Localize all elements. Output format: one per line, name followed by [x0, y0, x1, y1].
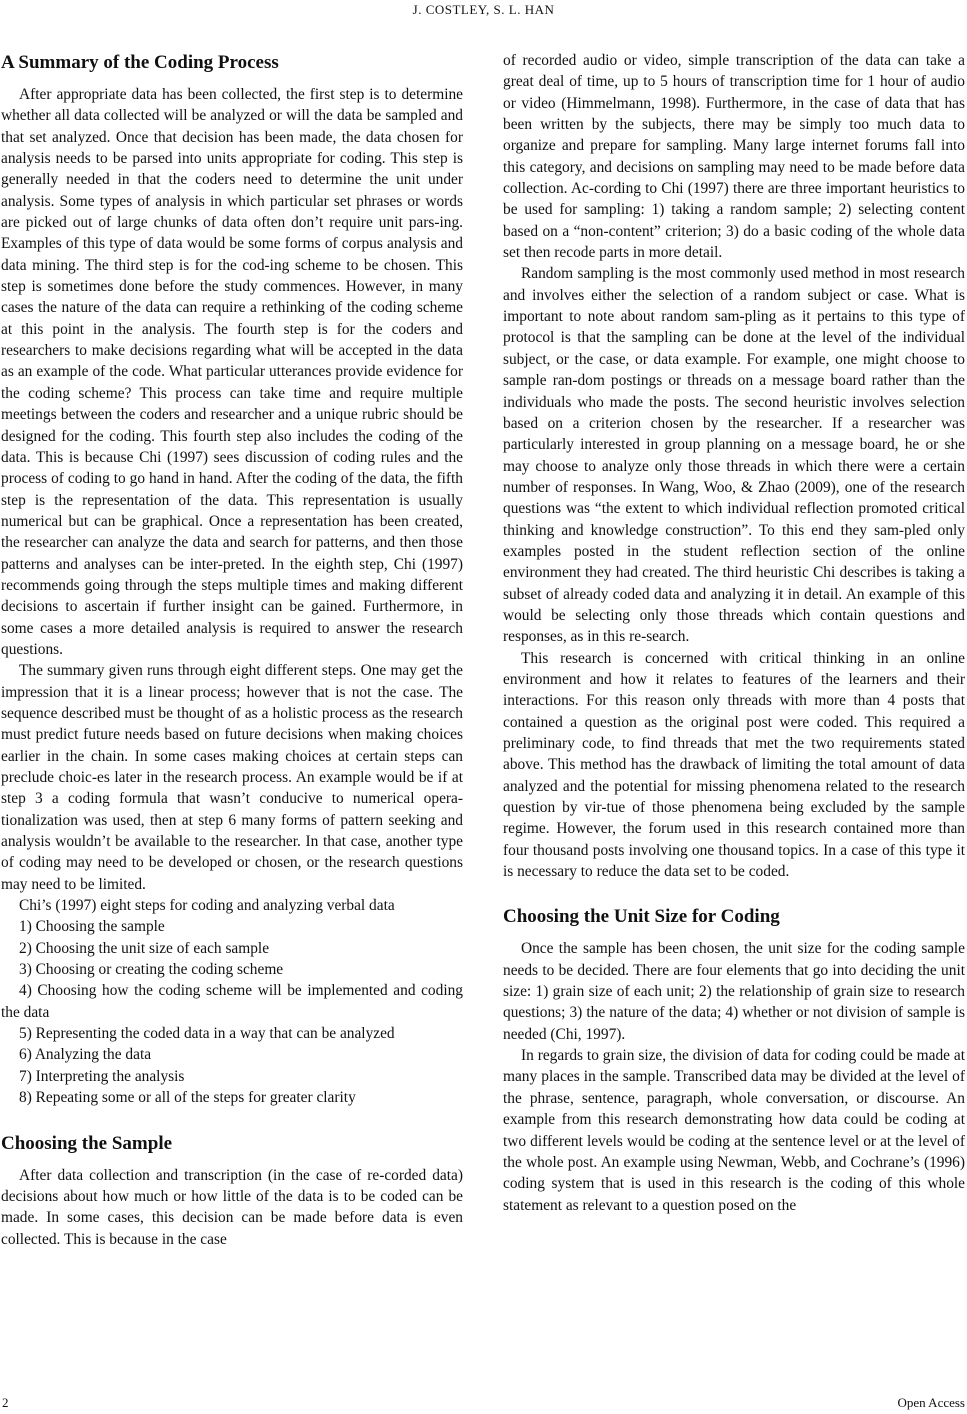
journal-label: Open Access [897, 1395, 965, 1410]
list-item: 7) Interpreting the analysis [19, 1067, 185, 1085]
list-item: 6) Analyzing the data [19, 1046, 152, 1064]
list-item: 1) Choosing the sample [19, 918, 165, 936]
section-title-coding-process: A Summary of the Coding Process [1, 52, 279, 73]
paragraph: Once the sample has been chosen, the unit size for the coding sample needs to be decided. There are four elements that go into deciding the unit size: 1) grain size of each unit; 2) the relationship of grain size to research questions; 3) the nature of the data; 4) whether or not division of sample is needed (Chi, 1997). [503, 940, 965, 1043]
list-item: 2) Choosing the unit size of each sample [19, 939, 270, 957]
list-item: 5) Representing the coded data in a way that can be analyzed [19, 1025, 395, 1043]
page-number: 2 [2, 1395, 9, 1410]
running-head: J. COSTLEY, S. L. HAN [412, 2, 555, 17]
paragraph: Random sampling is the most commonly used method in most research and involves either the selection of a random subject or case. What is important to note about random sam-pling as it pertains to this type of protocol is that the sampling can be done at the level of the individual subject, or the case, or data example. For example, one might choose to sample ran-dom postings or threads on a message board rather than the individuals who made the posts. The second heuristic involves selection based on a criterion chosen by the researcher. If a researcher was particularly interested in group planning on a message board, he or she may choose to analyze only those threads in which there were a certain number of responses. In Wang, Woo, & Zhao (2009), one of the research questions was “the extent to which individual reflection promoted critical thinking and knowledge construction”. To this end they sam-pled only examples posted in the student reflection section of the online environment they had created. The third heuristic Chi describes is taking a subset of already coded data and analyzing it in detail. An example of this would be selecting only those threads which contain questions and responses, as in this re-search. [503, 265, 965, 646]
list-intro: Chi’s (1997) eight steps for coding and analyzing verbal data [19, 897, 395, 915]
section-title-unit-size: Choosing the Unit Size for Coding [503, 906, 780, 928]
right-column [503, 50, 965, 1216]
paragraph: After appropriate data has been collected, the first step is to determine whether all data collected will be analyzed or will the data be sampled and that set analyzed. Once that decision has been made, the data chosen for analysis needs to be parsed into units appropriate for coding. This step is generally needed in that the coders need to determine the unit under analysis. Some types of analysis in which particular set phrases or words are picked out of large chunks of data often don’t require unit pars-ing. Examples of this type of data would be some forms of corpus analysis and data mining. The third step is for the cod-ing scheme to be chosen. This step is sometimes done before the study commences. However, in many cases the nature of the data can require a rethinking of the coding scheme at this point in the analysis. The fourth step is for the coders and researchers to make decisions regarding what will be accepted in the data as an example of the code. What particular utterances provide evidence for the coding scheme? This process can take time and require multiple meetings between the coders and researcher and a unique rubric should be designed for the coding. This fourth step also includes the coding of the data. This is because Chi (1997) sees discussion of coding rules and the process of coding to go hand in hand. After the coding of the data, the fifth step is the representation of the data. This representation is usually numerical but can be graphical. Once a representation has been created, the researcher can analyze the data and search for patterns, and then those patterns and analyses can be inter-preted. In the eighth step, Chi (1997) recommends going through the steps multiple times and making different decisions to ascertain if further insight can be gained. Furthermore, in some cases a more detailed analysis is required to answer the research questions. [1, 86, 463, 658]
paragraph: After data collection and transcription (in the case of re-corded data) decisions about how much or how little of the data is to be coded can be made. In some cases, this decision can be made before data is even collected. This is because in the case [1, 1166, 463, 1248]
section-title-choosing-sample: Choosing the Sample [1, 1132, 173, 1154]
paragraph: The summary given runs through eight different steps. One may get the impression that it is a linear process; however that is not the case. The sequence described must be thought of as a holistic process as the research must predict future needs based on future decisions when making choices earlier in the chain. In some cases making choices at certain steps can preclude choic-es later in the research process. An example would be if at step 3 a coding formula that wasn’t conducive to numerical opera-tionalization was used, then at step 6 many forms of pattern seeking and analysis wouldn’t be available to the researcher. In that case, another type of coding may need to be developed or chosen, or the research questions may need to be limited. [1, 662, 463, 893]
list-item: 8) Repeating some or all of the steps for greater clarity [19, 1089, 356, 1107]
paragraph: In regards to grain size, the division of data for coding could be made at many places in the sample. Transcribed data may be divided at the level of the phrase, sentence, paragraph, whole conversation, or discourse. An example from this research demonstrating how data could be coding at two different levels would be coding at the sentence level or at the level of the whole post. An example using Newman, Webb, and Cochrane’s (1996) coding system that is used in this research is the coding of this whole statement as relevant to a question posed on the [503, 1047, 965, 1214]
paragraph: This research is concerned with critical thinking in an online environment and how it relates to features of the learners and their interactions. For this reason only threads with more than 4 posts that contained a question as the original post were coded. This required a preliminary code, to find threads that met the two requirements stated above. This method has the drawback of limiting the total amount of data analyzed and the potential for missing phenomena related to the research question by vir-tue of those phenomena being excluded by the sample regime. However, the forum used in this research contained more than four thousand posts involving one thousand topics. In a case of this type it is necessary to reduce the data set to be coded. [503, 649, 965, 881]
list-item: 3) Choosing or creating the coding scheme [19, 961, 284, 979]
left-column [1, 50, 463, 1250]
paragraph: of recorded audio or video, simple transcription of the data can take a great deal of time, up to 5 hours of transcription time for 1 hour of audio or video (Himmelmann, 1998). Furthermore, in the case of data that has been written by the subjects, there may be simply too much data to organize and prepare for sampling. Many large internet forums fall into this category, and decisions on sampling may need to be made before data collection. Ac-cording to Chi (1997) there are three important heuristics to be used for sampling: 1) taking a random sample; 2) selecting content based on a “non-content” criterion; 3) do a basic coding of the whole data set then recode parts in more detail. [503, 52, 965, 262]
list-item: 4) Choosing how the coding scheme will be implemented and coding the data [1, 982, 463, 1021]
